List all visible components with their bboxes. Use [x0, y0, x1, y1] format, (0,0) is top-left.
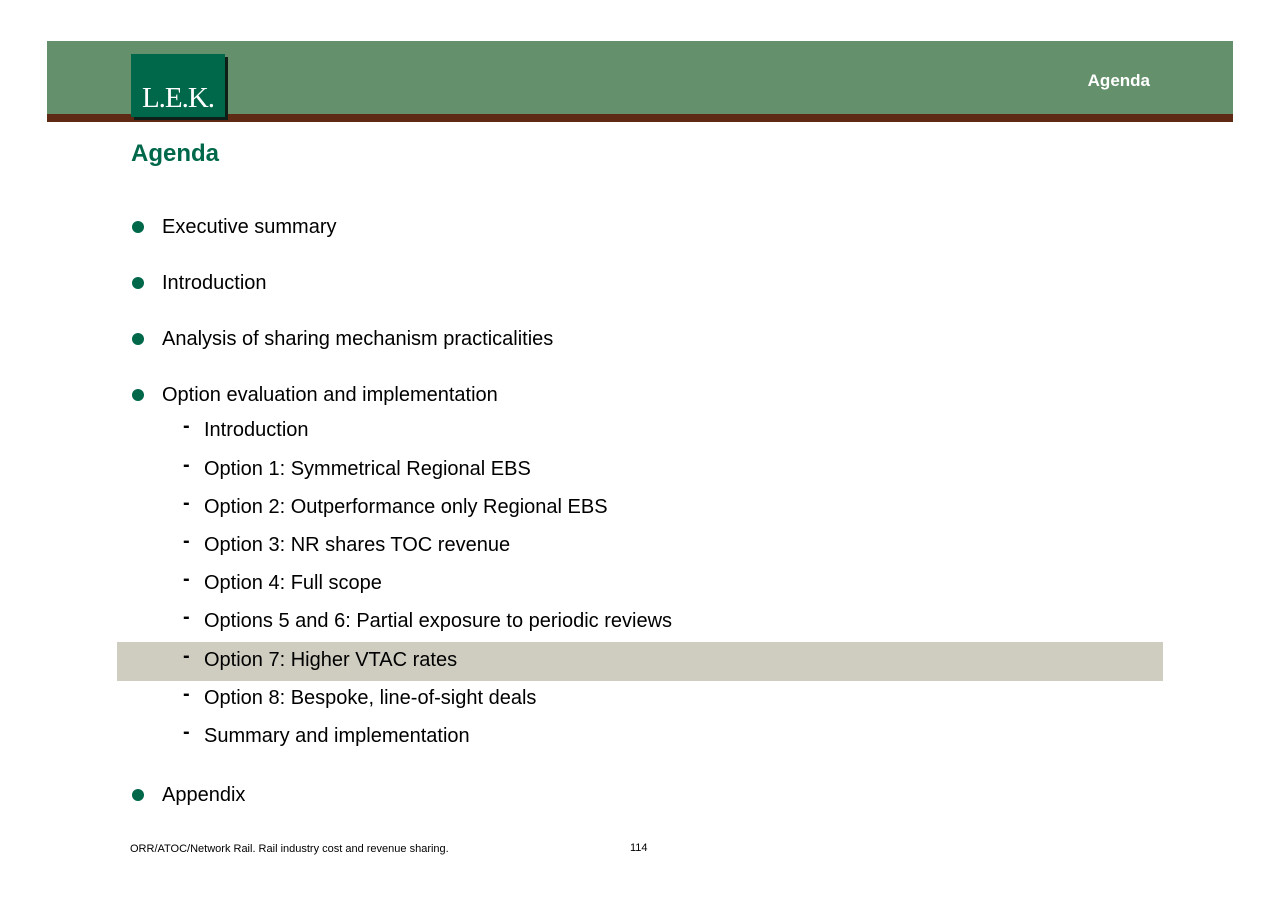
footer-source: ORR/ATOC/Network Rail. Rail industry cost and revenue sharing.: [130, 843, 449, 855]
lek-logo: [131, 54, 225, 117]
bullet-icon: [132, 277, 144, 289]
agenda-item-label: Executive summary: [162, 216, 337, 238]
dash-icon: -: [183, 683, 190, 705]
agenda-item-label: Introduction: [162, 272, 267, 294]
agenda-item-label: Analysis of sharing mechanism practicalities: [162, 328, 554, 350]
header-section-title: Agenda: [1087, 71, 1150, 90]
bullet-icon: [132, 389, 144, 401]
dash-icon: -: [183, 454, 190, 476]
dash-icon: -: [183, 415, 190, 437]
dash-icon: -: [183, 530, 190, 552]
dash-icon: -: [183, 568, 190, 590]
sub-item-label: Options 5 and 6: Partial exposure to periodic reviews: [204, 610, 673, 632]
sub-item-label: Option 8: Bespoke, line-of-sight deals: [204, 687, 537, 709]
bullet-icon: [132, 789, 144, 801]
sub-item-label: Option 7: Higher VTAC rates: [204, 649, 458, 671]
agenda-item-label: Appendix: [162, 784, 246, 806]
dash-icon: -: [183, 606, 190, 628]
sub-item-label: Option 2: Outperformance only Regional EBS: [204, 496, 608, 518]
dash-icon: -: [183, 645, 190, 667]
sub-item-label: Option 3: NR shares TOC revenue: [204, 534, 511, 556]
sub-item-label: Option 4: Full scope: [204, 572, 382, 594]
bullet-icon: [132, 333, 144, 345]
dash-icon: -: [183, 492, 190, 514]
logo-text: L.E.K.: [141, 82, 215, 114]
page-number: 114: [630, 842, 648, 854]
agenda-item-label: Option evaluation and implementation: [162, 384, 498, 406]
sub-item-label: Introduction: [204, 419, 309, 441]
sub-item-label: Summary and implementation: [204, 725, 470, 747]
sub-item-label: Option 1: Symmetrical Regional EBS: [204, 458, 531, 480]
dash-icon: -: [183, 721, 190, 743]
page-title: Agenda: [131, 140, 220, 167]
bullet-icon: [132, 221, 144, 233]
